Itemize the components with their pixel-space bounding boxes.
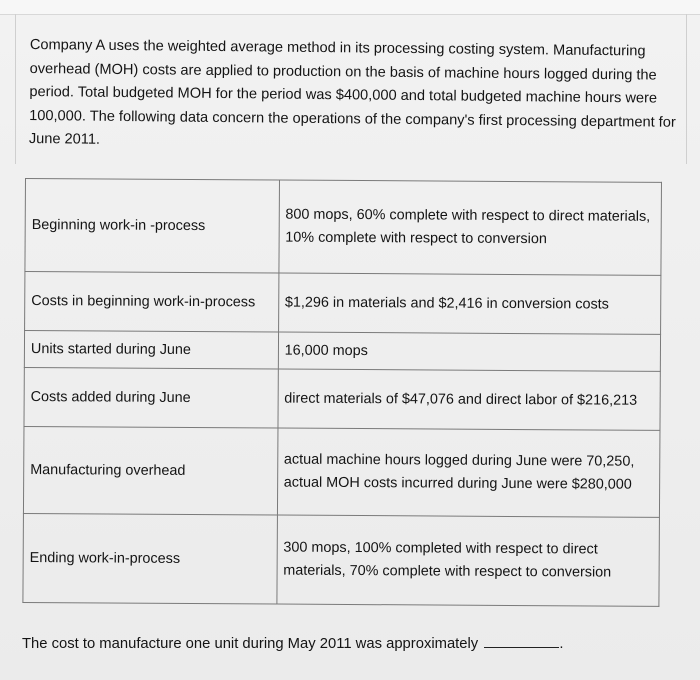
- top-border: [0, 0, 700, 15]
- problem-intro: Company A uses the weighted average method in its processing costing system. Manufacturing overhead (MOH) costs are applied to production on the basis of machine hours logged during the period. Total budgeted MOH for the period was $400,000 and total budgeted machine hours were 100,000. The following data concern the operations of the company's first processing department for June 2011.: [28, 36, 676, 148]
- row-label-beginning-wip: Beginning work-in -process: [25, 179, 279, 274]
- row-label-beginning-wip-costs: Costs in beginning work-in-process: [25, 272, 279, 333]
- row-value-beginning-wip: 800 mops, 60% complete with respect to direct materials, 10% complete with respect to conversion: [279, 180, 662, 275]
- row-value-ending-wip: 300 mops, 100% completed with respect to direct materials, 70% complete with respect to conversion: [277, 515, 660, 606]
- row-value-manufacturing-overhead: actual machine hours logged during June were 70,250, actual MOH costs incurred during June were $280,000: [277, 428, 660, 517]
- table-row: [24, 331, 660, 372]
- question-end-mark: .: [559, 636, 564, 652]
- row-label-ending-wip: Ending work-in-process: [23, 513, 277, 604]
- table-row: [25, 272, 661, 335]
- table-row: [24, 367, 660, 430]
- table-row: [25, 179, 662, 276]
- row-value-beginning-wip-costs: $1,296 in materials and $2,416 in conversion costs: [278, 273, 661, 334]
- row-value-costs-added: direct materials of $47,076 and direct labor of $216,213: [278, 369, 661, 430]
- question-text: The cost to manufacture one unit during May 2011 was approximately: [22, 636, 479, 652]
- cost-data-table: [22, 178, 662, 607]
- row-value-units-started: 16,000 mops: [278, 332, 661, 371]
- table-row: [23, 426, 660, 517]
- row-label-manufacturing-overhead: Manufacturing overhead: [23, 426, 277, 515]
- question-line: [22, 633, 563, 652]
- table-row: [23, 513, 660, 606]
- answer-blank[interactable]: [484, 633, 559, 648]
- row-label-costs-added: Costs added during June: [24, 367, 278, 428]
- row-label-units-started: Units started during June: [24, 331, 278, 370]
